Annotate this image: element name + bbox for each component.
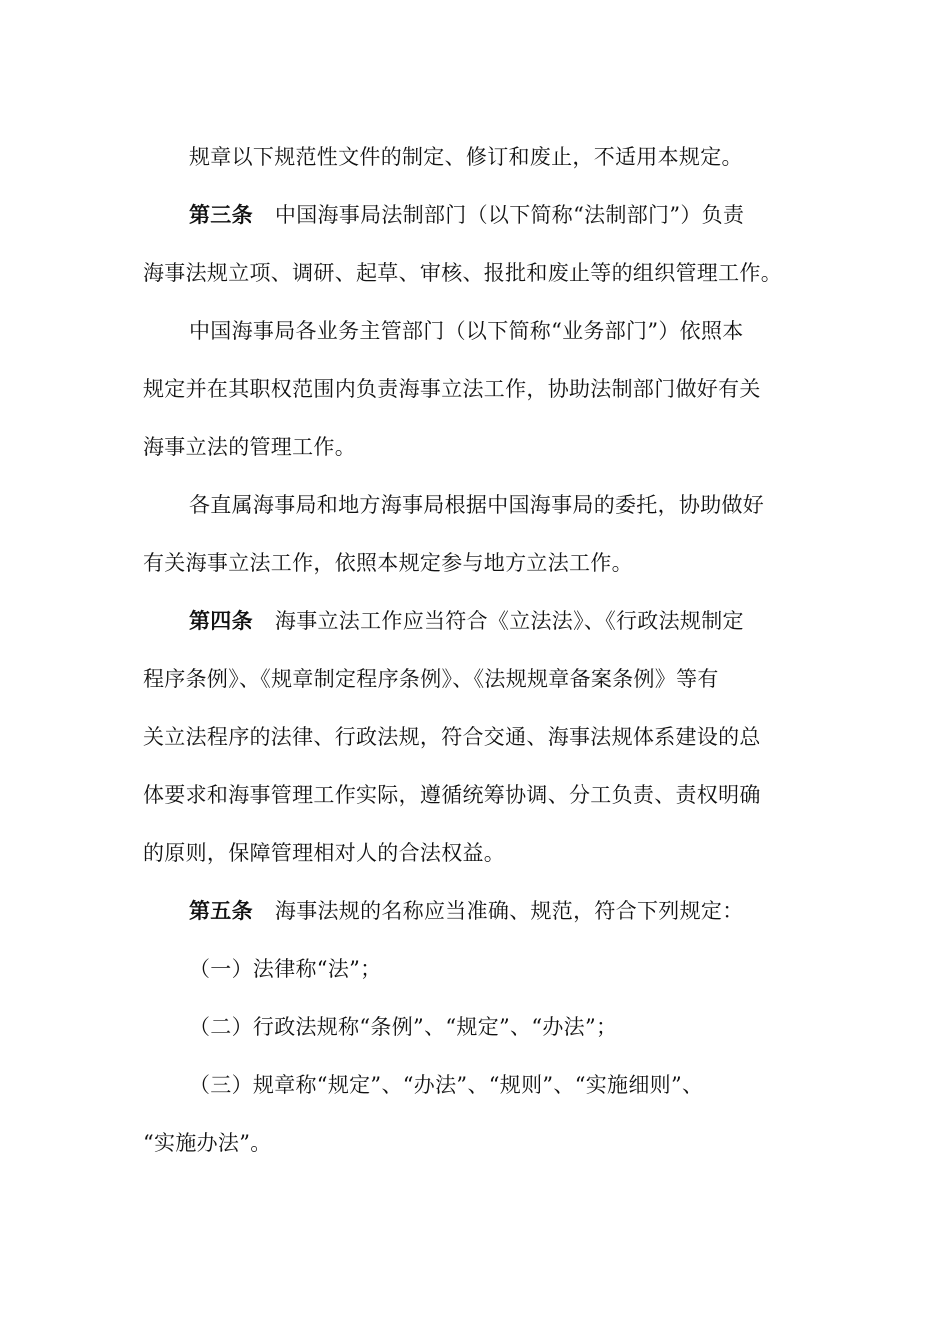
paragraph-line	[143, 302, 813, 360]
paragraph-line	[143, 360, 813, 418]
paragraph-line	[143, 534, 813, 592]
line-text: 中国海事局各业务主管部门（以下简称“业务部门”）依照本	[189, 319, 744, 343]
line-text: 规定并在其职权范围内负责海事立法工作，协助法制部门做好有关	[143, 377, 761, 401]
line-text: 程序条例》、《规章制定程序条例》、《法规规章备案条例》等有	[143, 667, 719, 691]
paragraph-line	[143, 766, 813, 824]
article-number: 第三条	[189, 202, 253, 227]
paragraph-line	[143, 1114, 813, 1172]
article-3-line	[143, 186, 813, 244]
article-number: 第四条	[189, 608, 253, 633]
line-text: 的原则，保障管理相对人的合法权益。	[143, 841, 506, 865]
document-body	[143, 128, 813, 1172]
paragraph-line	[143, 418, 813, 476]
line-text: 有关海事立法工作，依照本规定参与地方立法工作。	[143, 551, 633, 575]
paragraph-line	[143, 824, 813, 882]
paragraph-line	[143, 128, 813, 186]
article-number: 第五条	[189, 898, 253, 923]
article-5-line	[143, 882, 813, 940]
line-text: 关立法程序的法律、行政法规，符合交通、海事法规体系建设的总	[143, 725, 761, 749]
line-text: 体要求和海事管理工作实际，遵循统筹协调、分工负责、责权明确	[143, 783, 761, 807]
line-text: 中国海事局法制部门（以下简称“法制部门”）负责	[274, 203, 745, 227]
line-text: 各直属海事局和地方海事局根据中国海事局的委托，协助做好	[189, 493, 765, 517]
paragraph-line	[143, 476, 813, 534]
paragraph-line	[143, 708, 813, 766]
paragraph-line	[143, 650, 813, 708]
list-item	[143, 998, 813, 1056]
list-item	[143, 940, 813, 998]
line-text: 海事立法的管理工作。	[143, 435, 356, 459]
line-text: （三）规章称“规定”、“办法”、“规则”、“实施细则”、	[189, 1073, 704, 1097]
line-text: “实施办法”。	[143, 1131, 272, 1155]
line-text: 海事法规立项、调研、起草、审核、报批和废止等的组织管理工作。	[143, 261, 782, 285]
line-text: （一）法律称“法”；	[189, 957, 382, 981]
line-text: （二）行政法规称“条例”、“规定”、“办法”；	[189, 1015, 618, 1039]
list-item	[143, 1056, 813, 1114]
paragraph-line	[143, 244, 813, 302]
line-text: 规章以下规范性文件的制定、修订和废止，不适用本规定。	[189, 145, 743, 169]
line-text: 海事立法工作应当符合《立法法》、《行政法规制定	[274, 609, 744, 633]
article-4-line	[143, 592, 813, 650]
line-text: 海事法规的名称应当准确、规范，符合下列规定：	[274, 899, 744, 923]
